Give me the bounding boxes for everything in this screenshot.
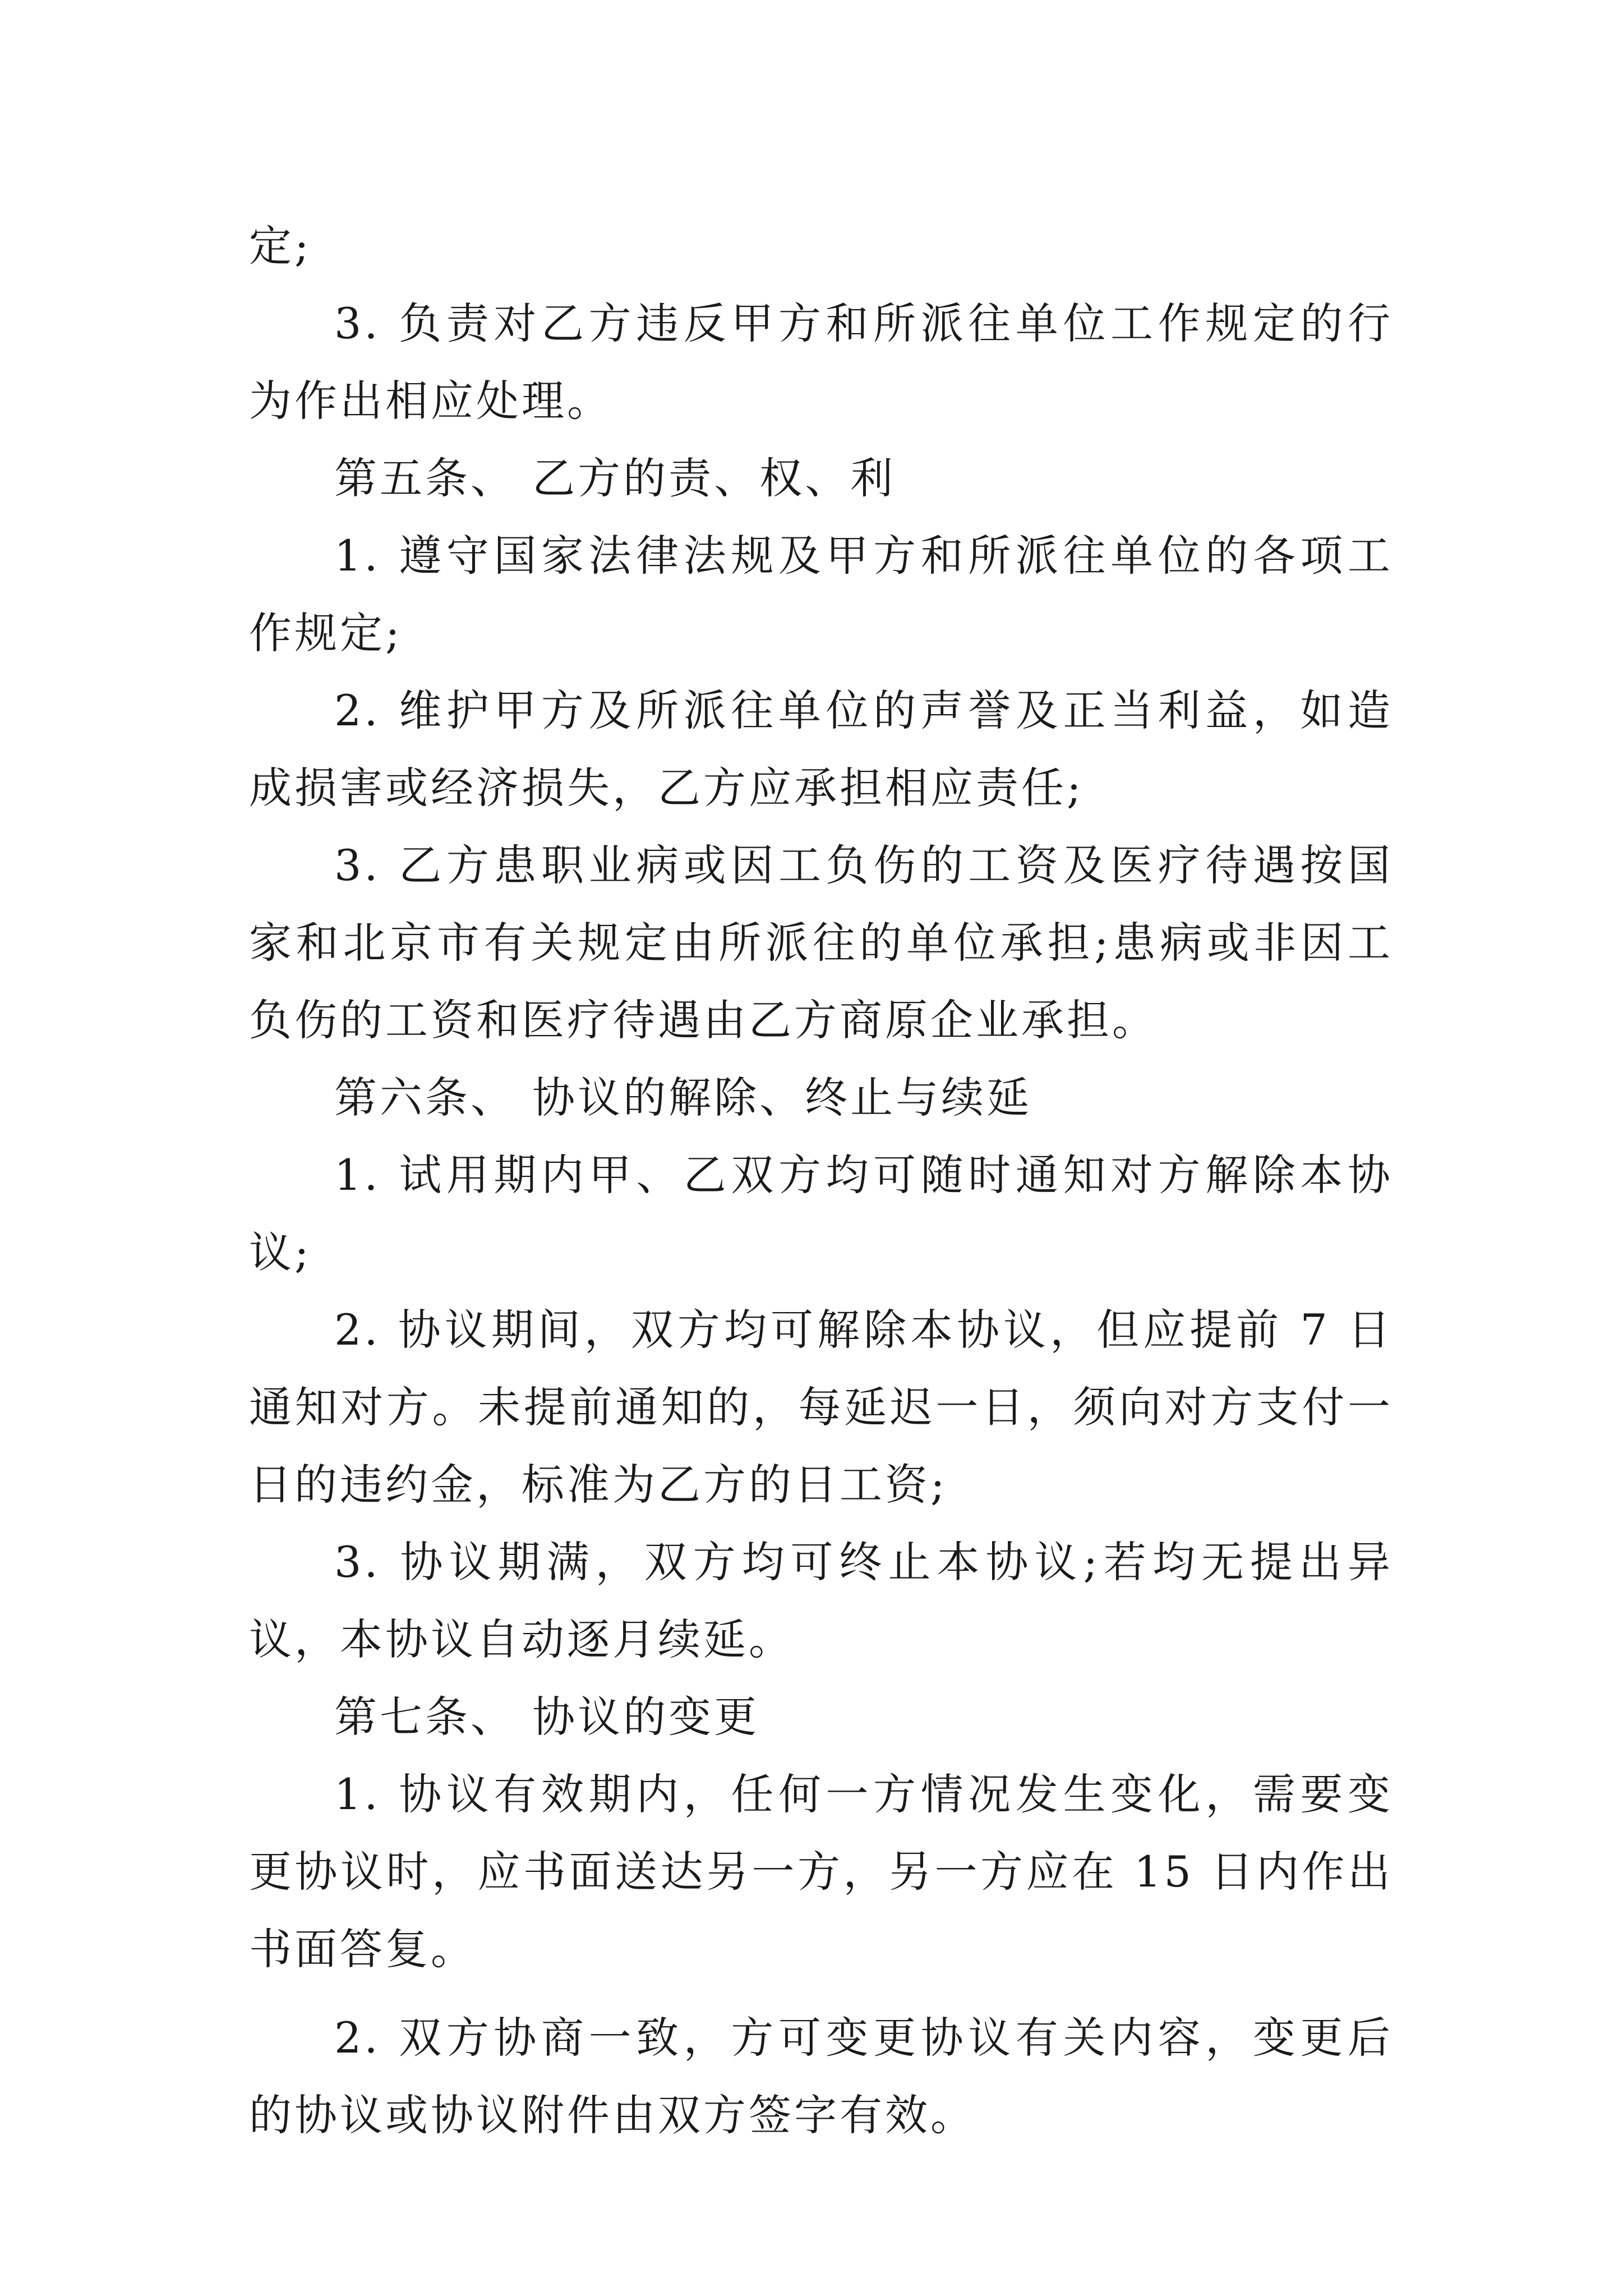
- clause-7-item-1: 1. 协议有效期内，任何一方情况发生变化，需要变更协议时，应书面送达另一方，另一方应在 15 日内作出书面答复。: [249, 1769, 1393, 1974]
- clause-4-item-3: 3. 负责对乙方违反甲方和所派往单位工作规定的行为作出相应处理。: [249, 298, 1393, 426]
- article-7-heading: 第七条、 协议的变更: [334, 1692, 760, 1742]
- article-6-heading: 第六条、 协议的解除、终止与续延: [334, 1073, 1032, 1122]
- clause-6-item-1: 1. 试用期内甲、乙双方均可随时通知对方解除本协议;: [249, 1150, 1393, 1277]
- document-body: [249, 208, 1393, 2154]
- clause-6-item-2: 2. 协议期间，双方均可解除本协议，但应提前 7 日通知对方。未提前通知的，每延迟一日，须向对方支付一日的违约金，标准为乙方的日工资;: [249, 1305, 1393, 1510]
- clause-7-item-2: 2. 双方协商一致，方可变更协议有关内容，变更后的协议或协议附件由双方签字有效。: [249, 2013, 1393, 2140]
- clause-5-item-1: 1. 遵守国家法律法规及甲方和所派往单位的各项工作规定;: [249, 531, 1393, 658]
- clause-5-item-2: 2. 维护甲方及所派往单位的声誉及正当利益，如造成损害或经济损失，乙方应承担相应责任;: [249, 685, 1393, 813]
- clause-5-item-3: 3. 乙方患职业病或因工负伤的工资及医疗待遇按国家和北京市有关规定由所派往的单位承担;患病或非因工负伤的工资和医疗待遇由乙方商原企业承担。: [249, 840, 1393, 1045]
- paragraph-continuation: 定;: [249, 221, 312, 271]
- clause-6-item-3: 3. 协议期满，双方均可终止本协议;若均无提出异议，本协议自动逐月续延。: [249, 1537, 1393, 1664]
- article-5-heading: 第五条、 乙方的责、权、利: [334, 453, 896, 503]
